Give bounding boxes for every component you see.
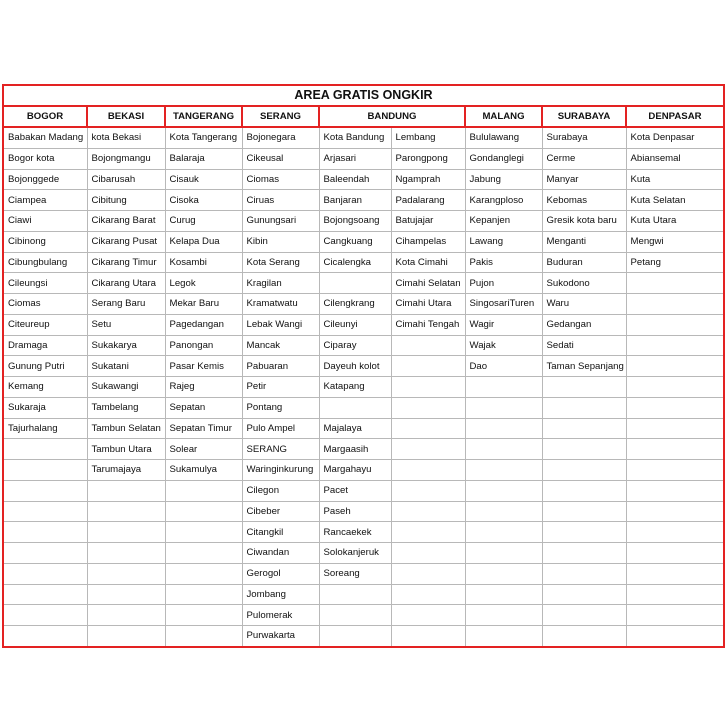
table-cell: Legok: [165, 273, 242, 294]
table-cell: [87, 626, 165, 647]
table-cell: Kota Denpasar: [626, 127, 724, 148]
table-cell: Kuta Utara: [626, 211, 724, 232]
table-row: [3, 418, 724, 439]
table-cell: [626, 377, 724, 398]
table-cell: Dayeuh kolot: [319, 356, 391, 377]
table-cell: Cimahi Selatan: [391, 273, 465, 294]
table-cell: Tajurhalang: [3, 418, 87, 439]
table-cell: [542, 626, 626, 647]
table-cell: Pontang: [242, 397, 319, 418]
table-cell: [391, 522, 465, 543]
table-cell: Karangploso: [465, 190, 542, 211]
table-cell: Ciomas: [3, 294, 87, 315]
table-cell: Babakan Madang: [3, 127, 87, 148]
table-cell: Kemang: [3, 377, 87, 398]
table-cell: Rajeg: [165, 377, 242, 398]
table-cell: [319, 605, 391, 626]
table-cell: [626, 563, 724, 584]
table-cell: Sukakarya: [87, 335, 165, 356]
table-cell: [319, 584, 391, 605]
table-cell: Cangkuang: [319, 231, 391, 252]
table-cell: Cikarang Pusat: [87, 231, 165, 252]
table-cell: Pacet: [319, 480, 391, 501]
table-cell: [542, 543, 626, 564]
table-cell: Sukatani: [87, 356, 165, 377]
table-cell: [3, 460, 87, 481]
table-cell: Cikarang Timur: [87, 252, 165, 273]
table-cell: Sukodono: [542, 273, 626, 294]
table-cell: Cilegon: [242, 480, 319, 501]
table-cell: Majalaya: [319, 418, 391, 439]
table-cell: Batujajar: [391, 211, 465, 232]
table-row: [3, 211, 724, 232]
table-cell: Tambelang: [87, 397, 165, 418]
table-cell: kota Bekasi: [87, 127, 165, 148]
table-cell: [626, 273, 724, 294]
table-cell: [3, 501, 87, 522]
table-cell: [542, 418, 626, 439]
table-cell: Bojonggede: [3, 169, 87, 190]
table-cell: Cibungbulang: [3, 252, 87, 273]
table-cell: Padalarang: [391, 190, 465, 211]
table-cell: [542, 397, 626, 418]
table-cell: Cisoka: [165, 190, 242, 211]
table-cell: [87, 563, 165, 584]
table-cell: [391, 335, 465, 356]
table-row: [3, 480, 724, 501]
table-cell: Kibin: [242, 231, 319, 252]
free-shipping-table: [2, 84, 725, 648]
table-cell: [165, 480, 242, 501]
table-cell: Mekar Baru: [165, 294, 242, 315]
column-header-serang: SERANG: [242, 106, 319, 127]
table-cell: Sedati: [542, 335, 626, 356]
table-cell: Kota Cimahi: [391, 252, 465, 273]
table-cell: SingosariTuren: [465, 294, 542, 315]
table-row: [3, 626, 724, 647]
table-cell: Cikarang Utara: [87, 273, 165, 294]
table-cell: Panongan: [165, 335, 242, 356]
table-cell: Cicalengka: [319, 252, 391, 273]
table-cell: Pulomerak: [242, 605, 319, 626]
table-cell: Katapang: [319, 377, 391, 398]
table-row: [3, 190, 724, 211]
table-cell: Cileunyi: [319, 314, 391, 335]
table-row: [3, 231, 724, 252]
table-cell: Kebomas: [542, 190, 626, 211]
table-row: [3, 294, 724, 315]
table-cell: [391, 397, 465, 418]
table-cell: [542, 584, 626, 605]
table-cell: Abiansemal: [626, 148, 724, 169]
table-cell: [165, 501, 242, 522]
table-cell: Pulo Ampel: [242, 418, 319, 439]
table-cell: [626, 480, 724, 501]
column-header-surabaya: SURABAYA: [542, 106, 626, 127]
table-cell: [3, 543, 87, 564]
table-cell: [542, 563, 626, 584]
table-cell: [626, 418, 724, 439]
table-cell: [3, 605, 87, 626]
table-cell: Kosambi: [165, 252, 242, 273]
table-cell: [87, 501, 165, 522]
table-cell: [3, 480, 87, 501]
table-cell: [391, 501, 465, 522]
table-cell: Cisauk: [165, 169, 242, 190]
table-cell: [465, 543, 542, 564]
table-cell: [165, 626, 242, 647]
table-cell: Parongpong: [391, 148, 465, 169]
table-cell: [465, 605, 542, 626]
table-cell: [465, 584, 542, 605]
column-header-bekasi: BEKASI: [87, 106, 165, 127]
table-cell: [626, 356, 724, 377]
table-row: [3, 252, 724, 273]
table-cell: Mancak: [242, 335, 319, 356]
table-cell: [87, 522, 165, 543]
table-cell: Dao: [465, 356, 542, 377]
table-cell: [626, 397, 724, 418]
table-cell: Gerogol: [242, 563, 319, 584]
table-cell: Curug: [165, 211, 242, 232]
table-cell: Cileungsi: [3, 273, 87, 294]
table-cell: Rancaekek: [319, 522, 391, 543]
table-cell: Mengwi: [626, 231, 724, 252]
table-cell: Cerme: [542, 148, 626, 169]
table-cell: Pasar Kemis: [165, 356, 242, 377]
table-cell: Tambun Selatan: [87, 418, 165, 439]
table-cell: Lebak Wangi: [242, 314, 319, 335]
table-cell: Lembang: [391, 127, 465, 148]
table-cell: [391, 563, 465, 584]
table-cell: [3, 563, 87, 584]
table-cell: [391, 356, 465, 377]
column-header-bogor: BOGOR: [3, 106, 87, 127]
table-cell: [465, 626, 542, 647]
table-cell: [465, 460, 542, 481]
table-cell: Cibitung: [87, 190, 165, 211]
table-cell: Kota Bandung: [319, 127, 391, 148]
table-cell: [465, 522, 542, 543]
table-cell: [626, 335, 724, 356]
table-cell: Jombang: [242, 584, 319, 605]
table-cell: Petir: [242, 377, 319, 398]
table-cell: Sukaraja: [3, 397, 87, 418]
table-cell: Kota Serang: [242, 252, 319, 273]
table-cell: Cibarusah: [87, 169, 165, 190]
table-cell: Bojongsoang: [319, 211, 391, 232]
table-cell: Citeureup: [3, 314, 87, 335]
column-header-malang: MALANG: [465, 106, 542, 127]
table-cell: Gunung Putri: [3, 356, 87, 377]
table-cell: Cikeusal: [242, 148, 319, 169]
table-cell: [3, 626, 87, 647]
table-row: [3, 377, 724, 398]
table-cell: [626, 501, 724, 522]
table-cell: Arjasari: [319, 148, 391, 169]
table-cell: Gunungsari: [242, 211, 319, 232]
table-cell: [465, 397, 542, 418]
table-cell: [465, 418, 542, 439]
table-cell: Kramatwatu: [242, 294, 319, 315]
table-cell: Bogor kota: [3, 148, 87, 169]
table-cell: [165, 563, 242, 584]
table-cell: Cibeber: [242, 501, 319, 522]
table-row: [3, 605, 724, 626]
table-cell: Bojongmangu: [87, 148, 165, 169]
table-cell: Gresik kota baru: [542, 211, 626, 232]
table-cell: Sepatan Timur: [165, 418, 242, 439]
table-cell: [542, 377, 626, 398]
table-cell: Cilengkrang: [319, 294, 391, 315]
table-cell: [165, 543, 242, 564]
table-cell: Kuta Selatan: [626, 190, 724, 211]
table-cell: [542, 522, 626, 543]
table-cell: Tarumajaya: [87, 460, 165, 481]
table-cell: Bojonegara: [242, 127, 319, 148]
table-cell: [165, 584, 242, 605]
table-cell: Pabuaran: [242, 356, 319, 377]
table-cell: SERANG: [242, 439, 319, 460]
table-cell: Ciruas: [242, 190, 319, 211]
table-cell: Cimahi Tengah: [391, 314, 465, 335]
table-cell: [391, 584, 465, 605]
column-header-bandung: BANDUNG: [319, 106, 465, 127]
table-cell: [3, 439, 87, 460]
table-cell: Balaraja: [165, 148, 242, 169]
table-cell: Pujon: [465, 273, 542, 294]
table-cell: [87, 480, 165, 501]
table-cell: Paseh: [319, 501, 391, 522]
table-cell: [165, 522, 242, 543]
table-row: [3, 273, 724, 294]
table-cell: Baleendah: [319, 169, 391, 190]
table-row: [3, 356, 724, 377]
table-cell: Margaasih: [319, 439, 391, 460]
table-row: [3, 314, 724, 335]
table-row: [3, 543, 724, 564]
table-cell: Cikarang Barat: [87, 211, 165, 232]
table-row: [3, 563, 724, 584]
table-cell: Wagir: [465, 314, 542, 335]
table-cell: Citangkil: [242, 522, 319, 543]
table-cell: Banjaran: [319, 190, 391, 211]
header-row: [3, 106, 724, 127]
table-cell: Kuta: [626, 169, 724, 190]
table-cell: Jabung: [465, 169, 542, 190]
table-cell: [626, 584, 724, 605]
table-cell: Pagedangan: [165, 314, 242, 335]
table-cell: Sepatan: [165, 397, 242, 418]
table-cell: [319, 273, 391, 294]
table-cell: [542, 439, 626, 460]
table-cell: [465, 563, 542, 584]
table-cell: [391, 439, 465, 460]
table-cell: [391, 480, 465, 501]
table-cell: Soreang: [319, 563, 391, 584]
table-cell: [391, 377, 465, 398]
table-cell: Gondanglegi: [465, 148, 542, 169]
table-cell: [626, 460, 724, 481]
table-cell: [465, 377, 542, 398]
column-header-tangerang: TANGERANG: [165, 106, 242, 127]
table-cell: Ciawi: [3, 211, 87, 232]
table-cell: Ciparay: [319, 335, 391, 356]
table-cell: Setu: [87, 314, 165, 335]
table-row: [3, 439, 724, 460]
table-row: [3, 148, 724, 169]
table-cell: Pakis: [465, 252, 542, 273]
table-cell: Tambun Utara: [87, 439, 165, 460]
table-cell: Ciomas: [242, 169, 319, 190]
table-cell: [87, 543, 165, 564]
table-cell: Dramaga: [3, 335, 87, 356]
table-cell: [542, 501, 626, 522]
table-cell: [87, 584, 165, 605]
table-cell: [542, 480, 626, 501]
table-row: [3, 335, 724, 356]
table-row: [3, 169, 724, 190]
table-cell: [626, 543, 724, 564]
table-cell: [542, 605, 626, 626]
table-cell: Ciwandan: [242, 543, 319, 564]
table-cell: [465, 480, 542, 501]
table-cell: Kepanjen: [465, 211, 542, 232]
table-cell: [626, 439, 724, 460]
table-cell: [391, 418, 465, 439]
table-cell: [391, 605, 465, 626]
table-row: [3, 397, 724, 418]
table-cell: [391, 460, 465, 481]
table-cell: Cimahi Utara: [391, 294, 465, 315]
table-cell: [391, 543, 465, 564]
table-cell: Sukamulya: [165, 460, 242, 481]
table-cell: [626, 605, 724, 626]
table-cell: Ciampea: [3, 190, 87, 211]
table-row: [3, 584, 724, 605]
table-cell: Kelapa Dua: [165, 231, 242, 252]
table-cell: [165, 605, 242, 626]
table-cell: Solokanjeruk: [319, 543, 391, 564]
table-cell: Margahayu: [319, 460, 391, 481]
table-cell: Surabaya: [542, 127, 626, 148]
table-cell: [319, 397, 391, 418]
table-cell: Taman Sepanjang: [542, 356, 626, 377]
table-cell: Purwakarta: [242, 626, 319, 647]
table-cell: Buduran: [542, 252, 626, 273]
table-cell: [3, 584, 87, 605]
table-cell: Petang: [626, 252, 724, 273]
table-cell: Manyar: [542, 169, 626, 190]
table-cell: [626, 294, 724, 315]
table-cell: Kota Tangerang: [165, 127, 242, 148]
table-cell: Kragilan: [242, 273, 319, 294]
table-cell: Wajak: [465, 335, 542, 356]
table-row: [3, 522, 724, 543]
table-cell: Menganti: [542, 231, 626, 252]
table-cell: [542, 460, 626, 481]
table-cell: Solear: [165, 439, 242, 460]
table-cell: Serang Baru: [87, 294, 165, 315]
table-cell: [465, 439, 542, 460]
table-cell: Cihampelas: [391, 231, 465, 252]
table-cell: [319, 626, 391, 647]
table-cell: [626, 522, 724, 543]
table-cell: Lawang: [465, 231, 542, 252]
table-cell: Gedangan: [542, 314, 626, 335]
table-title: AREA GRATIS ONGKIR: [3, 85, 724, 106]
table-cell: Sukawangi: [87, 377, 165, 398]
table-cell: Bululawang: [465, 127, 542, 148]
table-row: [3, 460, 724, 481]
table-cell: [465, 501, 542, 522]
table-row: [3, 501, 724, 522]
table-cell: [626, 626, 724, 647]
table-cell: [3, 522, 87, 543]
table-cell: [626, 314, 724, 335]
table-cell: [87, 605, 165, 626]
table-cell: Waringinkurung: [242, 460, 319, 481]
title-row: [3, 85, 724, 106]
table-cell: Cibinong: [3, 231, 87, 252]
table-cell: [391, 626, 465, 647]
column-header-denpasar: DENPASAR: [626, 106, 724, 127]
table-row: [3, 127, 724, 148]
table-cell: Ngamprah: [391, 169, 465, 190]
table-cell: Waru: [542, 294, 626, 315]
